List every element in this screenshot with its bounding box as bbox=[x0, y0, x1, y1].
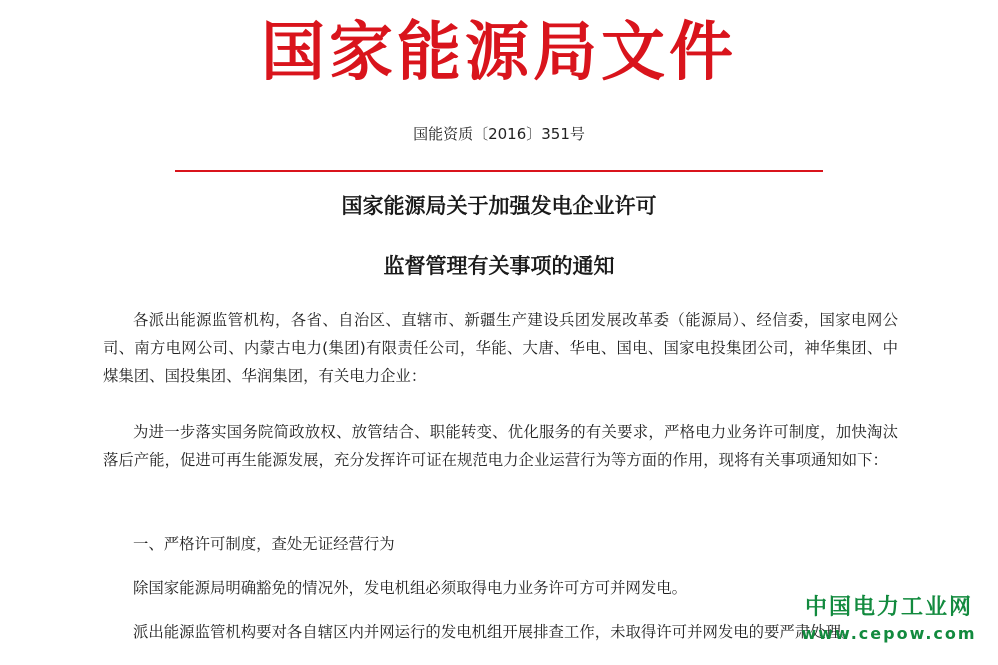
notice-title-line-2: 监督管理有关事项的通知 bbox=[383, 253, 615, 278]
watermark-site-name: 中国电力工业网 bbox=[804, 595, 973, 620]
document-header-title: 国家能源局文件 bbox=[261, 15, 737, 90]
body-paragraph-purpose: 为进一步落实国务院简政放权、放管结合、职能转变、优化服务的有关要求，严格电力业务许可制度，加快淘汰落后产能，促进可再生能源发展，充分发挥许可证在规范电力企业运营行为等方面的作用，现将有关事项通知如下： bbox=[103, 423, 898, 469]
document-number: 国能资质〔2016〕351号 bbox=[413, 125, 585, 143]
body-paragraph-addressees: 各派出能源监管机构，各省、自治区、直辖市、新疆生产建设兵团发展改革委（能源局）、经信委，国家电网公司、南方电网公司、内蒙古电力(集团)有限责任公司，华能、大唐、华电、国电、国家电投集团公司，神华集团、中煤集团、国投集团、华润集团，有关电力企业： bbox=[103, 311, 898, 385]
body-paragraph-requirement: 除国家能源局明确豁免的情况外，发电机组必须取得电力业务许可方可并网发电。 bbox=[133, 579, 688, 597]
body-paragraph-inspection: 派出能源监管机构要对各自辖区内并网运行的发电机组开展排查工作，未取得许可并网发电的要严肃处理。 bbox=[133, 623, 857, 641]
site-watermark bbox=[794, 594, 984, 646]
watermark-site-url: www.cepow.com bbox=[801, 624, 977, 643]
notice-title-line-1: 国家能源局关于加强发电企业许可 bbox=[341, 193, 657, 218]
section-heading-1: 一、严格许可制度，查处无证经营行为 bbox=[133, 535, 395, 553]
header-divider bbox=[175, 170, 823, 172]
